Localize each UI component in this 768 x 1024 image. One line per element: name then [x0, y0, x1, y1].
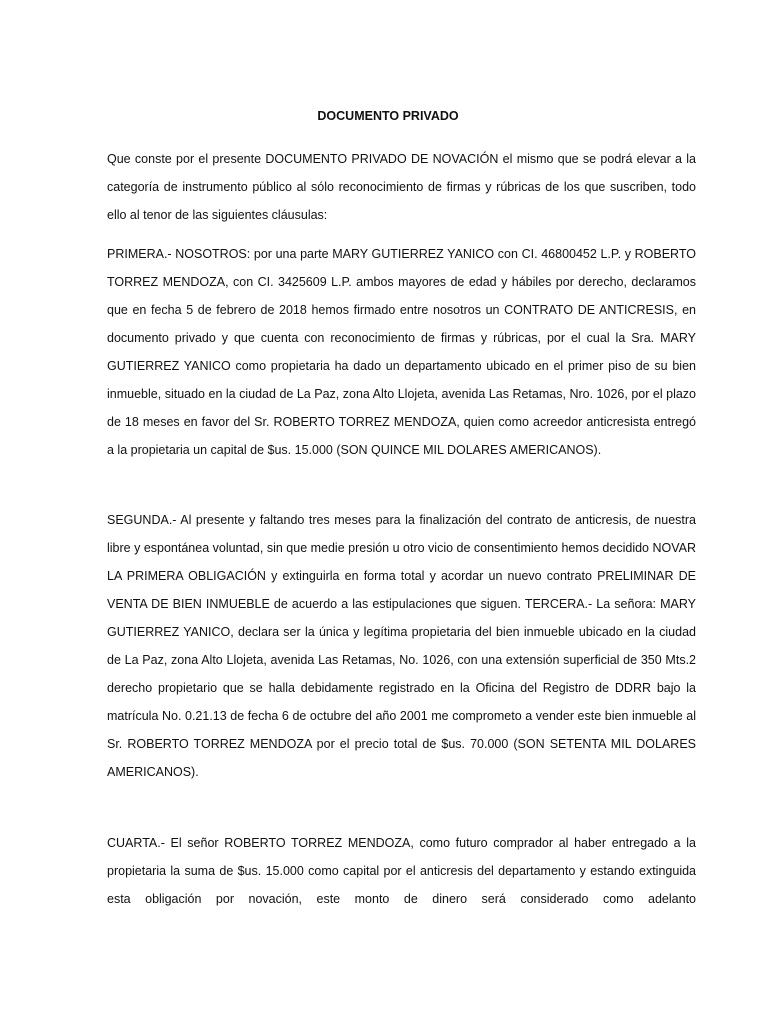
paragraph-clause-cuarta: CUARTA.- El señor ROBERTO TORREZ MENDOZA, como futuro comprador al haber entregado a la propietaria la suma de $us. 15.000 como capital por el anticresis del departamento y estando extinguida esta obligación por novación, este monto de dinero será considerado como adelanto — [107, 836, 696, 906]
paragraph-clause-segunda: SEGUNDA.- Al presente y faltando tres meses para la finalización del contrato de anticresis, de nuestra libre y espontánea voluntad, sin que medie presión u otro vicio de consentimiento hemos decidido NOVAR LA PRIMERA OBLIGACIÓN y extinguirla en forma total y acordar un nuevo contrato PRELIMINAR DE VENTA DE BIEN INMUEBLE de acuerdo a las estipulaciones que siguen. TERCERA.- La señora: MARY GUTIERREZ YANICO, declara ser la única y legítima propietaria del bien inmueble ubicado en la ciudad de La Paz, zona Alto Llojeta, avenida Las Retamas, No. 1026, con una extensión superficial de 350 Mts.2 derecho propietario que se halla debidamente registrado en la Oficina del Registro de DDRR bajo la matrícula No. 0.21.13 de fecha 6 de octubre del año 2001 me comprometo a vender este bien inmueble al Sr. ROBERTO TORREZ MENDOZA por el precio total de $us. 70.000 (SON SETENTA MIL DOLARES AMERICANOS). — [107, 513, 696, 779]
document-title: DOCUMENTO PRIVADO — [317, 109, 459, 123]
paragraph-intro: Que conste por el presente DOCUMENTO PRIVADO DE NOVACIÓN el mismo que se podrá elevar a la categoría de instrumento público al sólo reconocimiento de firmas y rúbricas de los que suscriben, todo ello al tenor de las siguientes cláusulas: — [107, 152, 696, 222]
paragraph-clause-primera: PRIMERA.- NOSOTROS: por una parte MARY GUTIERREZ YANICO con CI. 46800452 L.P. y ROBERTO TORREZ MENDOZA, con CI. 3425609 L.P. ambos mayores de edad y hábiles por derecho, declaramos que en fecha 5 de febrero de 2018 hemos firmado entre nosotros un CONTRATO DE ANTICRESIS, en documento privado y que cuenta con reconocimiento de firmas y rúbricas, por el cual la Sra. MARY GUTIERREZ YANICO como propietaria ha dado un departamento ubicado en el primer piso de su bien inmueble, situado en la ciudad de La Paz, zona Alto Llojeta, avenida Las Retamas, Nro. 1026, por el plazo de 18 meses en favor del Sr. ROBERTO TORREZ MENDOZA, quien como acreedor anticresista entregó a la propietaria un capital de $us. 15.000 (SON QUINCE MIL DOLARES AMERICANOS). — [107, 247, 696, 457]
